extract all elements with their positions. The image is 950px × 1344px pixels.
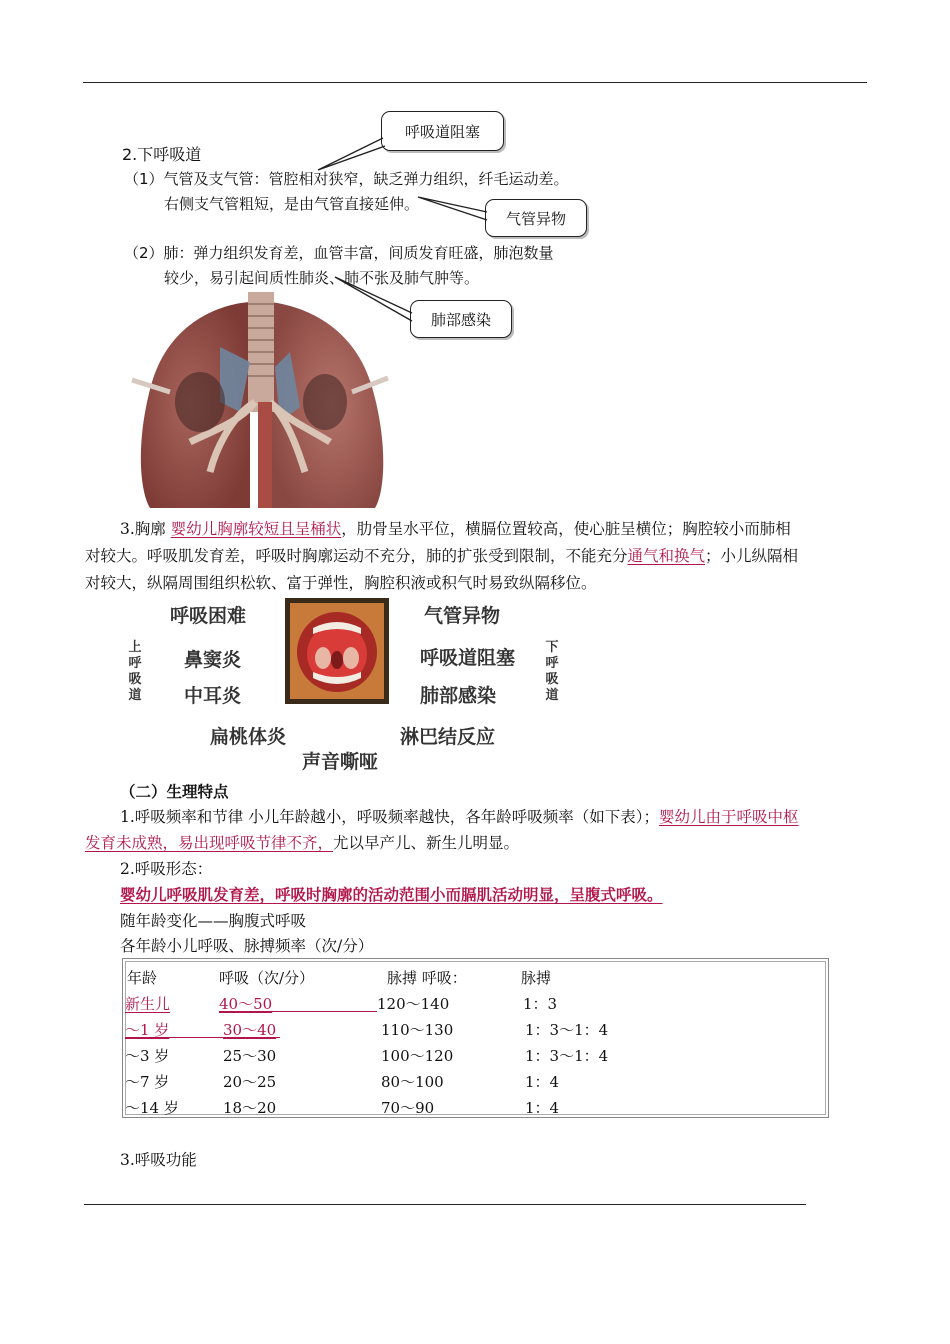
figure-heading: 2.下呼吸道 bbox=[122, 145, 202, 164]
table-row5-resp: 18～20 bbox=[223, 1099, 277, 1117]
table-header-ratio: 脉搏 bbox=[521, 969, 552, 987]
chest-highlight-ventilation: 通气和换气 bbox=[627, 547, 706, 565]
diagram-bottom-right: 淋巴结反应 bbox=[400, 726, 496, 748]
table-header-pulse: 脉搏 呼吸： bbox=[387, 969, 467, 987]
physio-section-title: （二）生理特点 bbox=[120, 782, 229, 801]
callout-foreign-body: 气管异物 bbox=[485, 199, 587, 237]
figure-item1-line1: （1）气管及支气管：管腔相对狭窄，缺乏弹力组织，纤毛运动差。 bbox=[124, 170, 569, 188]
table-row4-ratio: 1：4 bbox=[525, 1073, 560, 1091]
table-row1-ratio: 1：3 bbox=[523, 995, 558, 1013]
table-row2-underline bbox=[125, 1037, 280, 1038]
chest-text-2b: ；小儿纵隔相 bbox=[705, 547, 799, 565]
table-title: 各年龄小儿呼吸、脉搏频率（次/分） bbox=[120, 937, 374, 955]
figure-item2-line1: （2）肺：弹力组织发育差，血管丰富，间质发育旺盛，肺泡数量 bbox=[124, 244, 554, 262]
table-row3-ratio: 1：3～1：4 bbox=[525, 1047, 609, 1065]
table-row1-resp: 40～50 bbox=[219, 995, 273, 1013]
table-row5-pulse: 70～90 bbox=[381, 1099, 435, 1117]
table-row3-pulse: 100～120 bbox=[381, 1047, 454, 1065]
table-row1-underline bbox=[219, 1011, 377, 1012]
chest-text-2a: 对较大。呼吸肌发育差，呼吸时胸廓运动不充分，肺的扩张受到限制，不能充分 bbox=[85, 547, 628, 565]
bottom-rule bbox=[84, 1204, 806, 1205]
chest-paragraph-line3: 对较大，纵隔周围组织松软、富于弹性，胸腔积液或积气时易致纵隔移位。 bbox=[85, 574, 597, 592]
diagram-right-item-1: 气管异物 bbox=[424, 605, 501, 627]
physio-p1-line2 bbox=[85, 830, 519, 856]
physio-p2-line2: 随年龄变化——胸腹式呼吸 bbox=[120, 912, 307, 930]
diagram-left-item-3: 中耳炎 bbox=[184, 685, 242, 707]
table-row2-age: ～1 岁 bbox=[125, 1021, 170, 1039]
diagram-right-title: 下呼吸道 bbox=[545, 640, 559, 703]
table-row4-age: ～7 岁 bbox=[125, 1073, 170, 1091]
table-row1-pulse: 120～140 bbox=[377, 995, 450, 1013]
physio-p1-text-b: 尤以早产儿、新生儿明显。 bbox=[333, 834, 520, 852]
diagram-bottom-center: 声音嘶哑 bbox=[302, 751, 379, 773]
table-row5-age: ～14 岁 bbox=[125, 1099, 179, 1117]
table-row2-ratio: 1：3～1：4 bbox=[525, 1021, 609, 1039]
mouth-throat-illustration bbox=[285, 598, 389, 704]
chest-paragraph-line1 bbox=[120, 516, 791, 542]
figure-item1-line2: 右侧支气管粗短，是由气管直接延伸。 bbox=[164, 195, 420, 213]
lung-illustration bbox=[130, 292, 392, 510]
chest-highlight-barrel: 婴幼儿胸廓较短且呈桶状 bbox=[170, 520, 342, 538]
chest-text-1: ，肋骨呈水平位，横膈位置较高，使心脏呈横位；胸腔较小而肺相 bbox=[341, 520, 791, 538]
diagram-left-item-2: 鼻窦炎 bbox=[184, 649, 242, 671]
chest-paragraph-line2 bbox=[85, 543, 798, 569]
table-row4-pulse: 80～100 bbox=[381, 1073, 444, 1091]
physio-p2-highlight: 婴幼儿呼吸肌发育差，呼吸时胸廓的活动范围小而膈肌活动明显，呈腹式呼吸。 bbox=[120, 885, 663, 904]
table-row3-age: ～3 岁 bbox=[125, 1047, 170, 1065]
diagram-left-title: 上呼吸道 bbox=[128, 640, 142, 703]
table-row5-ratio: 1：4 bbox=[525, 1099, 560, 1117]
rate-table bbox=[122, 958, 829, 1118]
physio-p1-text: 1.呼吸频率和节律 小儿年龄越小，呼吸频率越快，各年龄呼吸频率（如下表）； bbox=[120, 808, 659, 826]
table-header-respiration: 呼吸（次/分） bbox=[219, 969, 315, 987]
physio-p1-highlight-a: 婴幼儿由于呼吸中枢 bbox=[658, 808, 799, 826]
physio-p2-title: 2.呼吸形态： bbox=[120, 860, 213, 878]
table-row1-age: 新生儿 bbox=[125, 995, 171, 1013]
table-row2-resp: 30～40 bbox=[223, 1021, 277, 1039]
table-row4-resp: 20～25 bbox=[223, 1073, 277, 1091]
respiratory-function-heading: 3.呼吸功能 bbox=[120, 1151, 197, 1169]
figure-item2-line2: 较少，易引起间质性肺炎、肺不张及肺气肿等。 bbox=[164, 269, 480, 287]
diagram-bottom-left: 扁桃体炎 bbox=[210, 726, 287, 748]
diagram-right-item-2: 呼吸道阻塞 bbox=[420, 647, 516, 669]
callout-lung-infection: 肺部感染 bbox=[410, 300, 512, 338]
table-row2-pulse: 110～130 bbox=[381, 1021, 454, 1039]
physio-p1-line1 bbox=[120, 804, 798, 830]
table-header-age: 年龄 bbox=[127, 969, 158, 987]
table-row3-resp: 25～30 bbox=[223, 1047, 277, 1065]
chest-prefix: 3.胸廓 bbox=[120, 520, 171, 538]
physio-p1-highlight-b: 发育未成熟，易出现呼吸节律不齐， bbox=[85, 834, 334, 852]
diagram-left-item-1: 呼吸困难 bbox=[170, 605, 247, 627]
callout-airway-obstruction: 呼吸道阻塞 bbox=[381, 111, 504, 151]
diagram-right-item-3: 肺部感染 bbox=[420, 685, 497, 707]
